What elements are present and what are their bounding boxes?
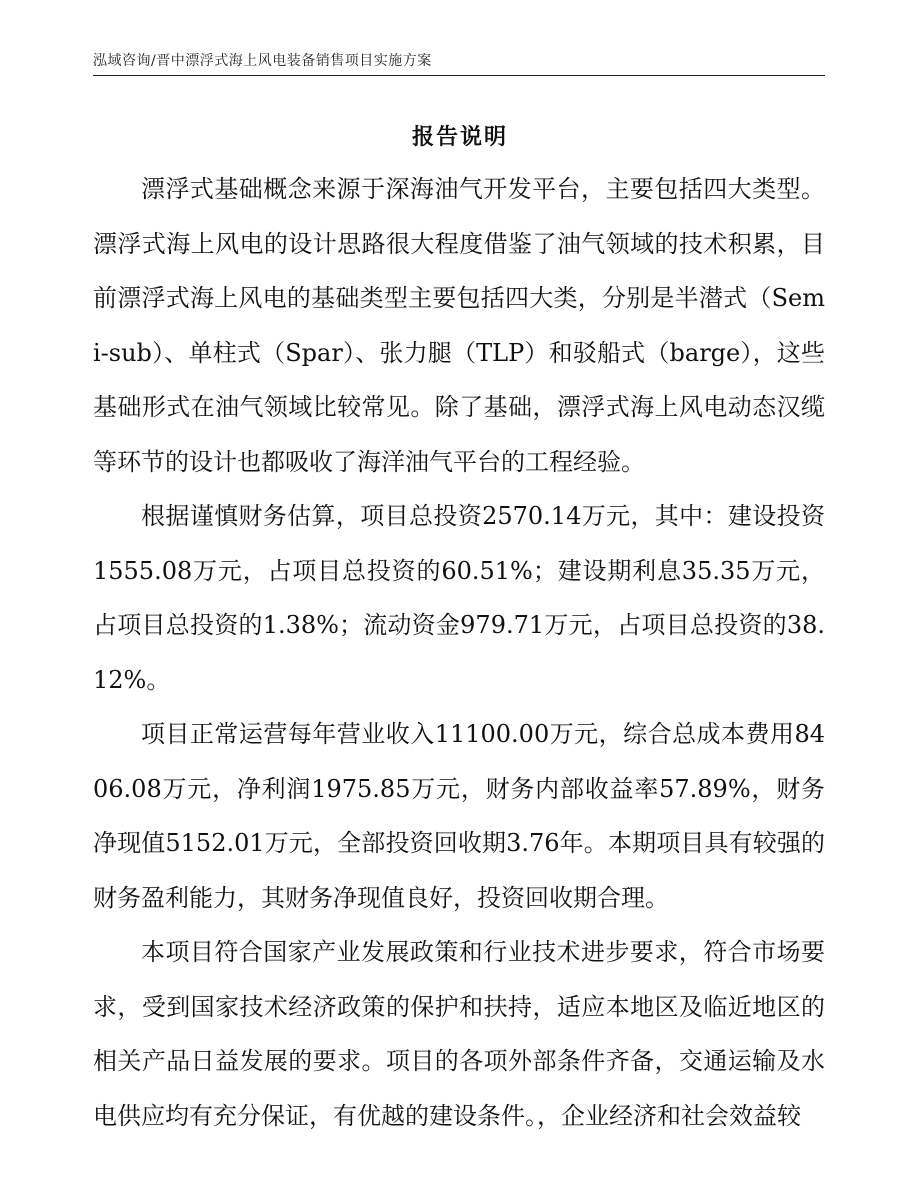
paragraph-floating-foundation: 漂浮式基础概念来源于深海油气开发平台，主要包括四大类型。漂浮式海上风电的设计思路很大程度借鉴了油气领域的技术积累，目前漂浮式海上风电的基础类型主要包括四大类，分别是半潜式（Semi-sub）、单柱式（Spar）、张力腿（TLP）和驳船式（barge），这些基础形式在油气领域比较常见。除了基础，漂浮式海上风电动态汉缆等环节的设计也都吸收了海洋油气平台的工程经验。 [93,175,825,476]
paragraph-operating-revenue: 项目正常运营每年营业收入11100.00万元，综合总成本费用8406.08万元，净利润1975.85万元，财务内部收益率57.89%，财务净现值5152.01万元，全部投资回收期3.76年。本期项目具有较强的财务盈利能力，其财务净现值良好，投资回收期合理。 [93,720,825,912]
report-body [93,162,825,1143]
header-rule [93,75,825,76]
paragraph-investment-estimate: 根据谨慎财务估算，项目总投资2570.14万元，其中：建设投资1555.08万元，占项目总投资的60.51%；建设期利息35.35万元，占项目总投资的1.38%；流动资金979.71万元，占项目总投资的38.12%。 [93,502,825,694]
running-header: 泓域咨询/晋中漂浮式海上风电装备销售项目实施方案 [93,53,432,69]
section-title: 报告说明 [411,124,508,150]
paragraph-policy-conditions: 本项目符合国家产业发展政策和行业技术进步要求，符合市场要求，受到国家技术经济政策的保护和扶持，适应本地区及临近地区的相关产品日益发展的要求。项目的各项外部条件齐备，交通运输及水电供应均有充分保证，有优越的建设条件。，企业经济和社会效益较 [93,938,825,1130]
